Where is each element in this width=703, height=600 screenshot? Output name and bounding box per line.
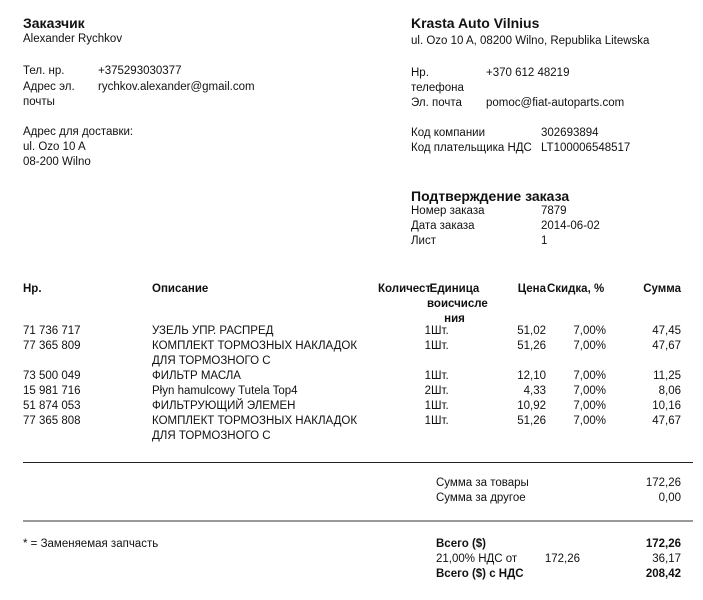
vat-base: 172,26 (544, 553, 580, 565)
row-qty: 1 (424, 370, 431, 382)
row-unit: Шт. (431, 415, 449, 427)
customer-heading: Заказчик (23, 15, 85, 31)
row-price: 12,10 (517, 370, 546, 382)
customer-name: Alexander Rychkov (23, 33, 123, 45)
row-description: ФИЛЬТРУЮЩИЙ ЭЛЕМЕН (152, 400, 296, 412)
row-price: 51,02 (517, 325, 546, 337)
row-price: 4,33 (523, 385, 546, 397)
row-nr: 51 874 053 (23, 400, 81, 412)
row-qty: 1 (424, 340, 431, 352)
row-nr: 77 365 809 (23, 340, 81, 352)
company-address: ul. Ozo 10 A, 08200 Wilno, Republika Litewska (411, 35, 650, 47)
order-sheet-label: Лист (411, 235, 436, 247)
customer-email: rychkov.alexander@gmail.com (98, 81, 255, 93)
row-unit: Шт. (431, 385, 449, 397)
customer-phone: +375293030377 (98, 65, 182, 77)
subtotal-other-label: Сумма за другое (436, 492, 526, 504)
company-email-label: Эл. почта (411, 97, 462, 109)
row-discount: 7,00% (573, 400, 606, 412)
row-qty: 1 (424, 325, 431, 337)
row-discount: 7,00% (573, 325, 606, 337)
row-unit: Шт. (431, 340, 449, 352)
delivery-line1: ul. Ozo 10 A (23, 141, 86, 153)
delivery-line2: 08-200 Wilno (23, 156, 91, 168)
row-sum: 8,06 (658, 385, 681, 397)
col-header-discount: Скидка, % (547, 283, 605, 295)
row-price: 10,92 (517, 400, 546, 412)
subtotal-other: 0,00 (658, 492, 681, 504)
delivery-label: Адрес для доставки: (23, 126, 134, 138)
row-nr: 77 365 808 (23, 415, 81, 427)
divider-line (23, 462, 693, 463)
row-unit: Шт. (431, 400, 449, 412)
col-header-unit (427, 282, 488, 327)
vat-label: 21,00% НДС от (436, 553, 518, 565)
col-header-price: Цена (517, 283, 546, 295)
col-header-description: Описание (152, 283, 209, 295)
row-nr: 73 500 049 (23, 370, 81, 382)
row-description: КОМПЛЕКТ ТОРМОЗНЫХ НАКЛАДОК (152, 340, 358, 352)
order-number-label: Номер заказа (411, 205, 485, 217)
row-description: УЗЕЛЬ УПР. РАСПРЕД (152, 325, 274, 337)
company-code: 302693894 (541, 127, 599, 139)
col-header-sum: Сумма (643, 283, 681, 295)
row-description-line2: ДЛЯ ТОРМОЗНОГО С (152, 355, 271, 367)
customer-email-label-2: почты (23, 96, 55, 108)
subtotal-goods: 172,26 (645, 477, 681, 489)
row-sum: 47,67 (652, 340, 681, 352)
row-sum: 47,67 (652, 415, 681, 427)
row-description: Płyn hamulcowy Tutela Top4 (152, 385, 298, 397)
company-vat-label: Код плательщика НДС (411, 142, 532, 154)
row-qty: 1 (424, 415, 431, 427)
order-date-label: Дата заказа (411, 220, 475, 232)
divider-line-grey (23, 520, 693, 522)
footnote: * = Заменяемая запчасть (23, 538, 159, 550)
row-price: 51,26 (517, 415, 546, 427)
row-qty: 2 (424, 385, 431, 397)
customer-email-label: Адрес эл. (23, 81, 75, 93)
subtotal-goods-label: Сумма за товары (436, 477, 529, 489)
order-sheet: 1 (541, 235, 548, 247)
order-number: 7879 (541, 205, 567, 217)
row-nr: 71 736 717 (23, 325, 81, 337)
total-label: Всего ($) (436, 538, 487, 550)
col-header-nr: Нр. (23, 283, 42, 295)
row-discount: 7,00% (573, 415, 606, 427)
col-header-unit-line3: ния (444, 313, 465, 325)
company-phone: +370 612 48219 (486, 67, 570, 79)
col-header-qty: Количест (378, 283, 432, 295)
row-nr: 15 981 716 (23, 385, 81, 397)
company-heading: Krasta Auto Vilnius (411, 15, 540, 31)
row-discount: 7,00% (573, 370, 606, 382)
row-sum: 47,45 (652, 325, 681, 337)
row-unit: Шт. (431, 370, 449, 382)
row-discount: 7,00% (573, 340, 606, 352)
row-sum: 10,16 (652, 400, 681, 412)
row-description: ФИЛЬТР МАСЛА (152, 370, 241, 382)
order-date: 2014-06-02 (541, 220, 600, 232)
row-description: КОМПЛЕКТ ТОРМОЗНЫХ НАКЛАДОК (152, 415, 358, 427)
row-unit: Шт. (431, 325, 449, 337)
col-header-unit-line2: воисчисле (427, 298, 488, 310)
company-phone-label: Нр. (411, 67, 429, 79)
company-email: pomoc@fiat-autoparts.com (486, 97, 625, 109)
row-discount: 7,00% (573, 385, 606, 397)
company-phone-label-2: телефона (411, 82, 464, 94)
company-vat: LT100006548517 (541, 142, 631, 154)
row-sum: 11,25 (653, 370, 681, 382)
row-description-line2: ДЛЯ ТОРМОЗНОГО С (152, 430, 271, 442)
order-heading: Подтверждение заказа (411, 188, 570, 204)
grand-total-label: Всего ($) с НДС (436, 568, 524, 580)
customer-phone-label: Тел. нр. (23, 65, 65, 77)
col-header-unit-line1: Единица (429, 283, 480, 295)
total-value: 172,26 (645, 538, 681, 550)
vat-value: 36,17 (652, 553, 681, 565)
row-price: 51,26 (517, 340, 546, 352)
grand-total-value: 208,42 (645, 568, 681, 580)
row-qty: 1 (424, 400, 431, 412)
company-code-label: Код компании (411, 127, 486, 139)
